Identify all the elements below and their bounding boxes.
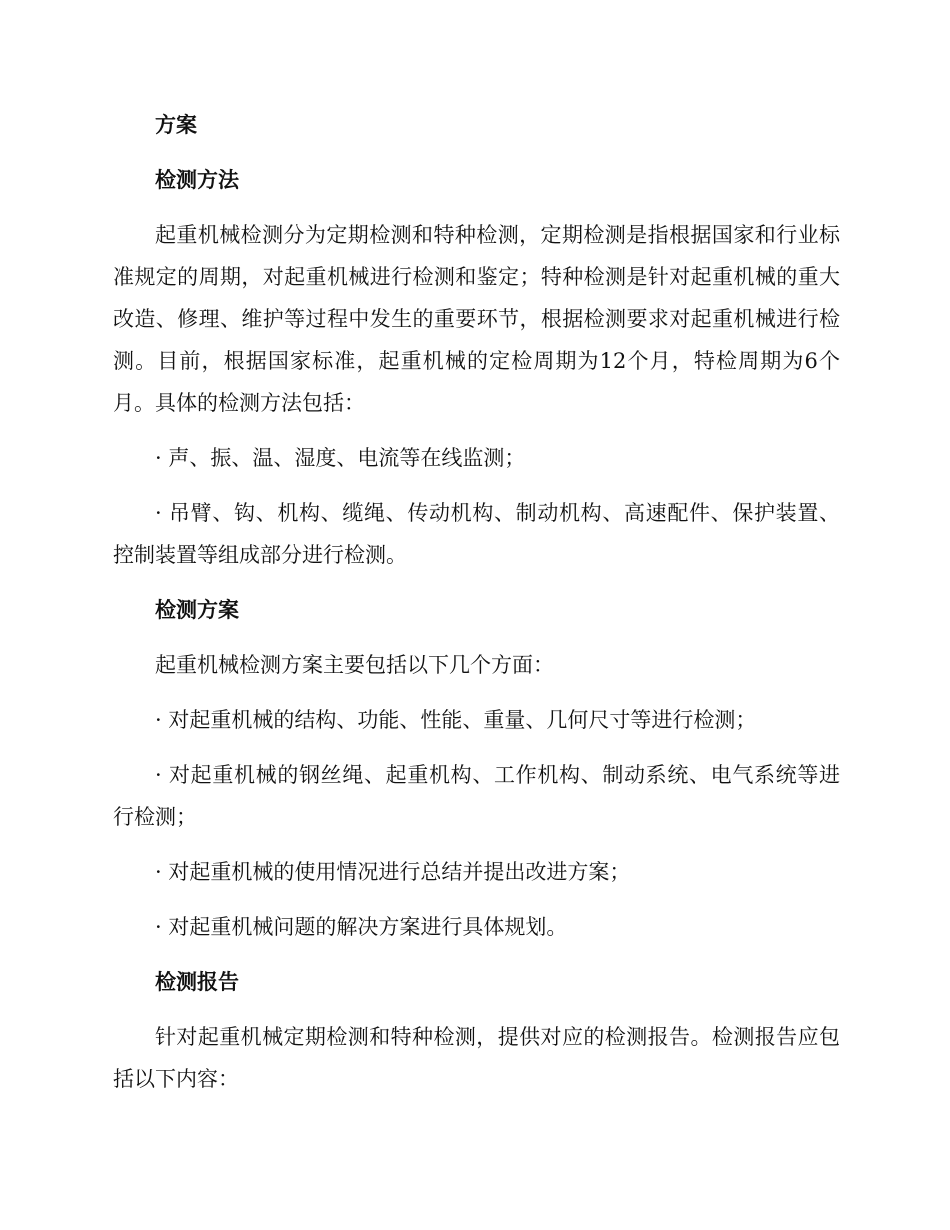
list-item: · 对起重机械问题的解决方案进行具体规划。 [155, 915, 568, 939]
list-item: · 吊臂、钩、机构、缆绳、传动机构、制动机构、高速配件、保护装置、控制装置等组成部分进行检测。 [113, 501, 840, 567]
section-heading-report: 检测报告 [155, 969, 239, 994]
paragraph-plan-intro: 起重机械检测方案主要包括以下几个方面： [155, 653, 554, 677]
paragraph-methods-intro: 起重机械检测分为定期检测和特种检测，定期检测是指根据国家和行业标准规定的周期，对起重机械进行检测和鉴定；特种检测是针对起重机械的重大改造、修理、维护等过程中发生的重要环节，根据检测要求对起重机械进行检测。目前，根据国家标准，起重机械的定检周期为12个月，特检周期为6个月。具体的检测方法包括： [113, 223, 840, 415]
list-item: · 声、振、温、湿度、电流等在线监测； [155, 446, 526, 470]
paragraph-report-intro: 针对起重机械定期检测和特种检测，提供对应的检测报告。检测报告应包括以下内容： [113, 1025, 840, 1091]
section-heading-plan: 检测方案 [155, 597, 239, 622]
list-item: · 对起重机械的结构、功能、性能、重量、几何尺寸等进行检测； [155, 708, 757, 732]
section-heading-methods: 检测方法 [155, 167, 239, 192]
list-item: · 对起重机械的钢丝绳、起重机构、工作机构、制动系统、电气系统等进行检测； [113, 763, 840, 829]
document-body [113, 104, 840, 1113]
document-title: 方案 [155, 112, 197, 137]
list-item: · 对起重机械的使用情况进行总结并提出改进方案； [155, 860, 631, 884]
